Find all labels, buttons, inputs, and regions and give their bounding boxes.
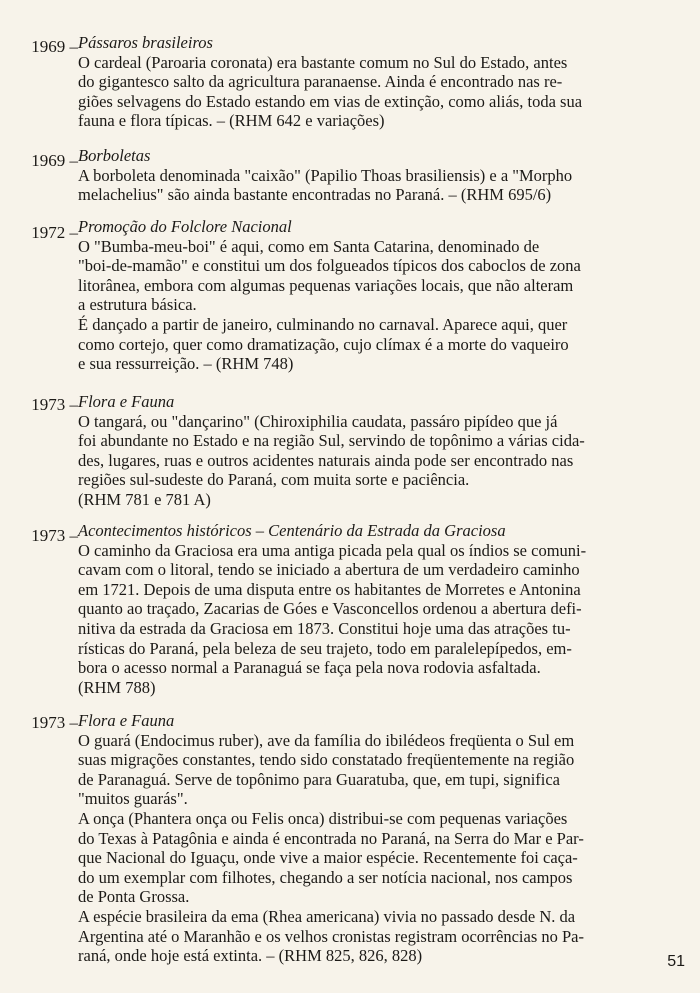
entry-line: A borboleta denominada "caixão" (Papilio Thoas brasiliensis) e a "Morpho — [78, 165, 573, 185]
entry-title: Flora e Fauna — [78, 392, 175, 411]
entry-line: O guará (Endocimus ruber), ave da família do ibilédeos freqüenta o Sul em — [78, 730, 575, 750]
entry-year: 1969 – — [31, 151, 78, 170]
entry-line: Argentina até o Maranhão e os velhos cronistas registram ocorrências no Pa- — [78, 926, 584, 946]
entry-line: melachelius" são ainda bastante encontradas no Paraná. – (RHM 695/6) — [78, 185, 552, 205]
entry-line: (RHM 781 e 781 A) — [78, 489, 211, 509]
entry-line: regiões sul-sudeste do Paraná, com muita sorte e paciência. — [78, 470, 470, 490]
entry-title: Promoção do Folclore Nacional — [78, 217, 292, 236]
entry-line: des, lugares, ruas e outros acidentes naturais ainda pode ser encontrado nas — [78, 450, 574, 470]
entry-line: É dançado a partir de janeiro, culminando no carnaval. Aparece aqui, quer — [78, 314, 568, 334]
entry-line: a estrutura básica. — [78, 295, 197, 315]
entry-line: nitiva da estrada da Graciosa em 1873. Constitui hoje uma das atrações tu- — [78, 618, 571, 638]
entry-line: O tangará, ou "dançarino" (Chiroxiphilia caudata, passáro pipídeo que já — [78, 411, 558, 431]
entry-line: em 1721. Depois de uma disputa entre os habitantes de Morretes e Antonina — [78, 579, 581, 599]
entry-line: e sua ressurreição. – (RHM 748) — [78, 354, 294, 374]
entry-line: que Nacional do Iguaçu, onde vive a maior espécie. Recentemente foi caça- — [78, 848, 578, 868]
entry-line: O caminho da Graciosa era uma antiga picada pela qual os índios se comuni- — [78, 540, 587, 560]
page-number: 51 — [667, 953, 685, 970]
entry-year: 1972 – — [31, 223, 78, 242]
entry-year: 1973 – — [31, 395, 78, 414]
entry-line: "muitos guarás". — [78, 789, 188, 809]
entry-line: bora o acesso normal a Paranaguá se faça pela nova rodovia asfaltada. — [78, 658, 541, 678]
entry-line: foi abundante no Estado e na região Sul, servindo de topônimo a várias cida- — [78, 431, 585, 451]
entry-title: Pássaros brasileiros — [78, 33, 213, 52]
entry-line: (RHM 788) — [78, 677, 156, 697]
entry-content — [78, 146, 665, 205]
entry-content — [78, 217, 665, 374]
entry-year: 1973 – — [31, 713, 78, 732]
entry-line: A espécie brasileira da ema (Rhea americana) vivia no passado desde N. da — [78, 906, 576, 926]
entry-line: O cardeal (Paroaria coronata) era bastante comum no Sul do Estado, antes — [78, 52, 568, 72]
entry-line: suas migrações constantes, tendo sido constatado freqüentemente na região — [78, 750, 575, 770]
entry-line: de Paranaguá. Serve de topônimo para Guaratuba, que, em tupi, significa — [78, 769, 561, 789]
entry-content — [78, 521, 665, 697]
entry-line: cavam com o litoral, tendo se iniciado a abertura de um verdadeiro caminho — [78, 560, 580, 580]
entry-line: como cortejo, quer como dramatização, cujo clímax é a morte do vaqueiro — [78, 334, 569, 354]
entry-line: de Ponta Grossa. — [78, 887, 190, 907]
entry-line: A onça (Phantera onça ou Felis onca) distribui-se com pequenas variações — [78, 808, 568, 828]
entry-content — [78, 392, 665, 510]
entry-line: raná, onde hoje está extinta. – (RHM 825, 826, 828) — [78, 946, 423, 966]
entry-line: fauna e flora típicas. – (RHM 642 e variações) — [78, 111, 385, 131]
entry-line: "boi-de-mamão" e constitui um dos folgueados típicos dos caboclos de zona — [78, 256, 581, 276]
entry-content — [78, 33, 665, 131]
entry-title: Borboletas — [78, 146, 151, 165]
entry-title: Acontecimentos históricos – Centenário da Estrada da Graciosa — [78, 521, 506, 540]
entry-content — [78, 711, 665, 966]
entry-line: do gigantesco salto da agricultura paranaense. Ainda é encontrado nas re- — [78, 72, 563, 92]
entry-line: rísticas do Paraná, pela beleza de seu trajeto, todo em paralelepípedos, em- — [78, 638, 572, 658]
entry-line: O "Bumba-meu-boi" é aqui, como em Santa Catarina, denominado de — [78, 236, 540, 256]
entry-line: do Texas à Patagônia e ainda é encontrada no Paraná, na Serra do Mar e Par- — [78, 828, 584, 848]
entry-line: do um exemplar com filhotes, chegando a ser notícia nacional, nos campos — [78, 867, 573, 887]
entry-year: 1973 – — [31, 526, 78, 545]
entry-title: Flora e Fauna — [78, 711, 175, 730]
entry-line: quanto ao traçado, Zacarias de Góes e Vasconcellos ordenou a abertura defi- — [78, 599, 582, 619]
entry-line: giões selvagens do Estado estando em vias de extinção, como aliás, toda sua — [78, 91, 583, 111]
entry-year: 1969 – — [31, 37, 78, 56]
entry-line: litorânea, embora com algumas pequenas variações locais, que não alteram — [78, 275, 574, 295]
